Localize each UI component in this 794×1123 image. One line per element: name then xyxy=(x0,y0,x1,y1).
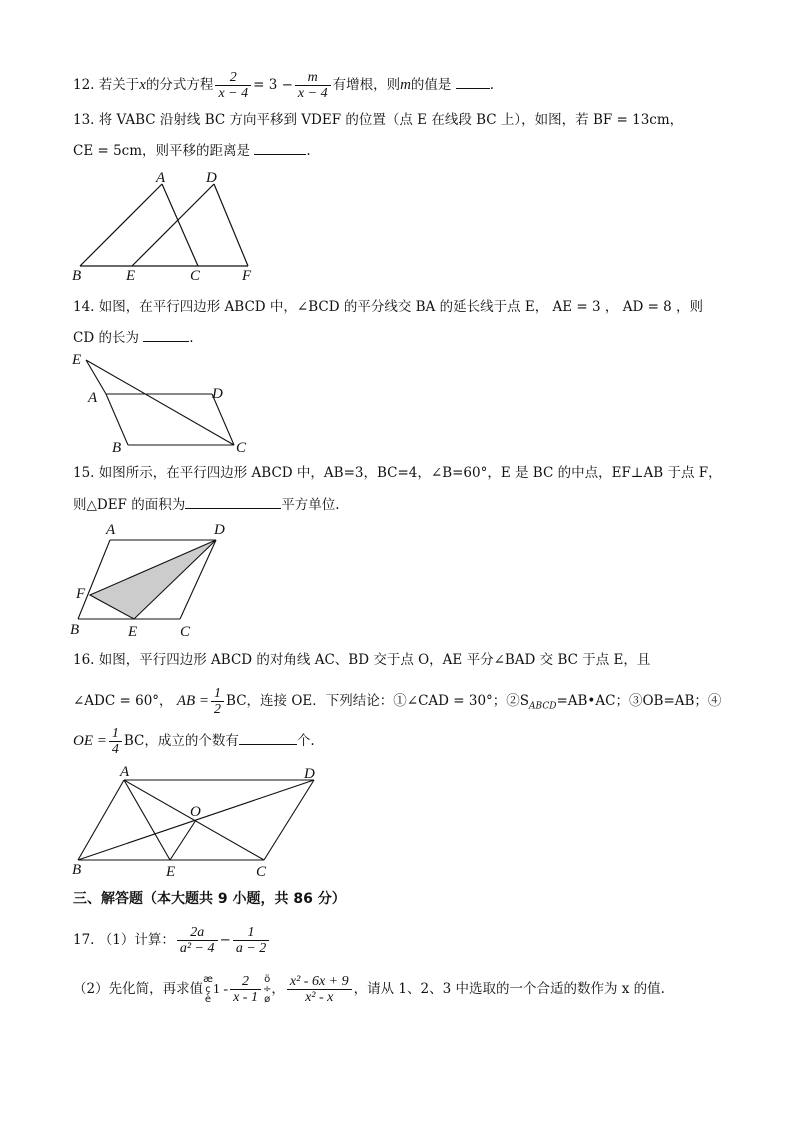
q12-text-2: 有增根，则 xyxy=(332,77,401,93)
q12-mid: = 3 − xyxy=(253,77,293,93)
q12-var-x: x xyxy=(139,77,146,93)
q14-point-d: D xyxy=(212,386,223,402)
q14-point-e: E xyxy=(72,352,82,368)
q13-figure xyxy=(70,166,270,286)
q12-fraction-1: $\frac{2}{x - 4}$ xyxy=(215,70,251,101)
q15-answer-blank[interactable] xyxy=(185,494,281,509)
q16-point-o: O xyxy=(190,804,201,820)
q16-answer-blank[interactable] xyxy=(239,730,297,745)
q13-point-a: A xyxy=(156,170,166,186)
q16-fraction-half: $\frac{1}{2}$ xyxy=(211,686,224,717)
q17-fraction-c: $\frac{2}{x - 1}$ xyxy=(230,974,261,1005)
q13-point-b: B xyxy=(72,268,82,284)
section-3-title: 三、解答题（本大题共 9 小题，共 86 分） xyxy=(73,891,346,907)
q14-point-b: B xyxy=(112,440,122,456)
q17-part-2: （2）先化简，再求值 æ ç è 1 - $\frac{2}{x - 1}$ ö ÷ ø ， $\frac{\text{x² - 6x + 9}}{\text{x² - x}}$ ，请从 1、2、3 中选取的一个合适的数作为 x 的值. xyxy=(73,973,665,1005)
q15-point-f: F xyxy=(76,586,86,602)
q13-point-c: C xyxy=(190,268,201,284)
q14-point-a: A xyxy=(88,390,98,406)
q16-point-b: B xyxy=(72,862,82,878)
q17-part-1: 17. （1）计算： $\frac{2a}{\text{a² − 4}}$ − $\frac{1}{a - 2}$ xyxy=(73,925,271,956)
q15-point-c: C xyxy=(180,624,191,640)
q15-line-2: 则△DEF 的面积为 平方单位. xyxy=(73,494,340,515)
q17-fraction-b: $\frac{1}{a - 2}$ xyxy=(233,925,269,956)
q17-fraction-d: $\frac{\text{x² - 6x + 9}}{\text{x² - x}}$ xyxy=(287,974,352,1005)
q12-answer-blank[interactable] xyxy=(456,74,490,89)
q13-line-2: CE = 5cm，则平移的距离是 . xyxy=(73,140,311,161)
q14-line-2: CD 的长为 . xyxy=(73,327,194,348)
q16-point-c: C xyxy=(256,864,267,880)
q16-figure xyxy=(70,760,330,882)
q16-line-1: 16. 如图，平行四边形 ABCD 的对角线 AC、BD 交于点 O，AE 平分∠BAD 交 BC 于点 E，且 xyxy=(73,652,651,668)
q15-figure xyxy=(68,518,248,643)
q15-point-b: B xyxy=(70,622,80,638)
q15-point-a: A xyxy=(106,522,116,538)
q16-point-e: E xyxy=(166,864,176,880)
q16-point-a: A xyxy=(120,764,130,780)
q12-text-3: 的值是 xyxy=(410,77,452,93)
q12-fraction-2: $\frac{m}{x - 4}$ xyxy=(295,70,331,101)
q17-right-paren-glyphs: ö ÷ ø xyxy=(262,973,272,1005)
q15-line-1: 15. 如图所示，在平行四边形 ABCD 中，AB=3，BC=4，∠B=60°，E 是 BC 的中点，EF⊥AB 于点 F， xyxy=(73,465,722,481)
q15-point-d: D xyxy=(214,522,225,538)
q14-line-1: 14. 如图，在平行四边形 ABCD 中，∠BCD 的平分线交 BA 的延长线于点 E， AE = 3 ， AD = 8 ，则 xyxy=(73,299,704,315)
q16-fraction-quarter: $\frac{1}{4}$ xyxy=(109,726,122,757)
question-12: 12. 若关于x的分式方程 $\frac{2}{x - 4}$ = 3 − $\frac{m}{x - 4}$ 有增根，则m的值是 . xyxy=(73,70,495,101)
q14-answer-blank[interactable] xyxy=(143,327,189,342)
q17-left-paren-glyphs: æ ç è xyxy=(203,973,213,1005)
q16-line-2: ∠ADC = 60°， AB = $\frac{1}{2}$ BC，连接 OE．下列结论：①∠CAD = 30°；$②S_{ABCD}=AB•AC$；③OB=AB；④ xyxy=(73,686,722,717)
q13-line-1: 13. 将 VABC 沿射线 BC 方向平移到 VDEF 的位置（点 E 在线段 BC 上），如图，若 BF = 13cm， xyxy=(73,112,684,128)
q16-point-d: D xyxy=(304,766,315,782)
q17-fraction-a: $\frac{2a}{\text{a² − 4}}$ xyxy=(177,925,218,956)
q14-figure xyxy=(68,348,268,458)
q13-point-e: E xyxy=(126,268,136,284)
q13-point-d: D xyxy=(206,170,217,186)
q12-var-m: m xyxy=(400,77,411,93)
q12-label: 12. 若关于 xyxy=(73,77,140,93)
q12-text: 的分式方程 xyxy=(145,77,214,93)
q13-point-f: F xyxy=(242,268,252,284)
q13-answer-blank[interactable] xyxy=(254,140,306,155)
q16-line-3: OE = $\frac{1}{4}$ BC，成立的个数有 个. xyxy=(73,726,315,757)
q15-point-e: E xyxy=(128,624,138,640)
q14-point-c: C xyxy=(236,440,247,456)
